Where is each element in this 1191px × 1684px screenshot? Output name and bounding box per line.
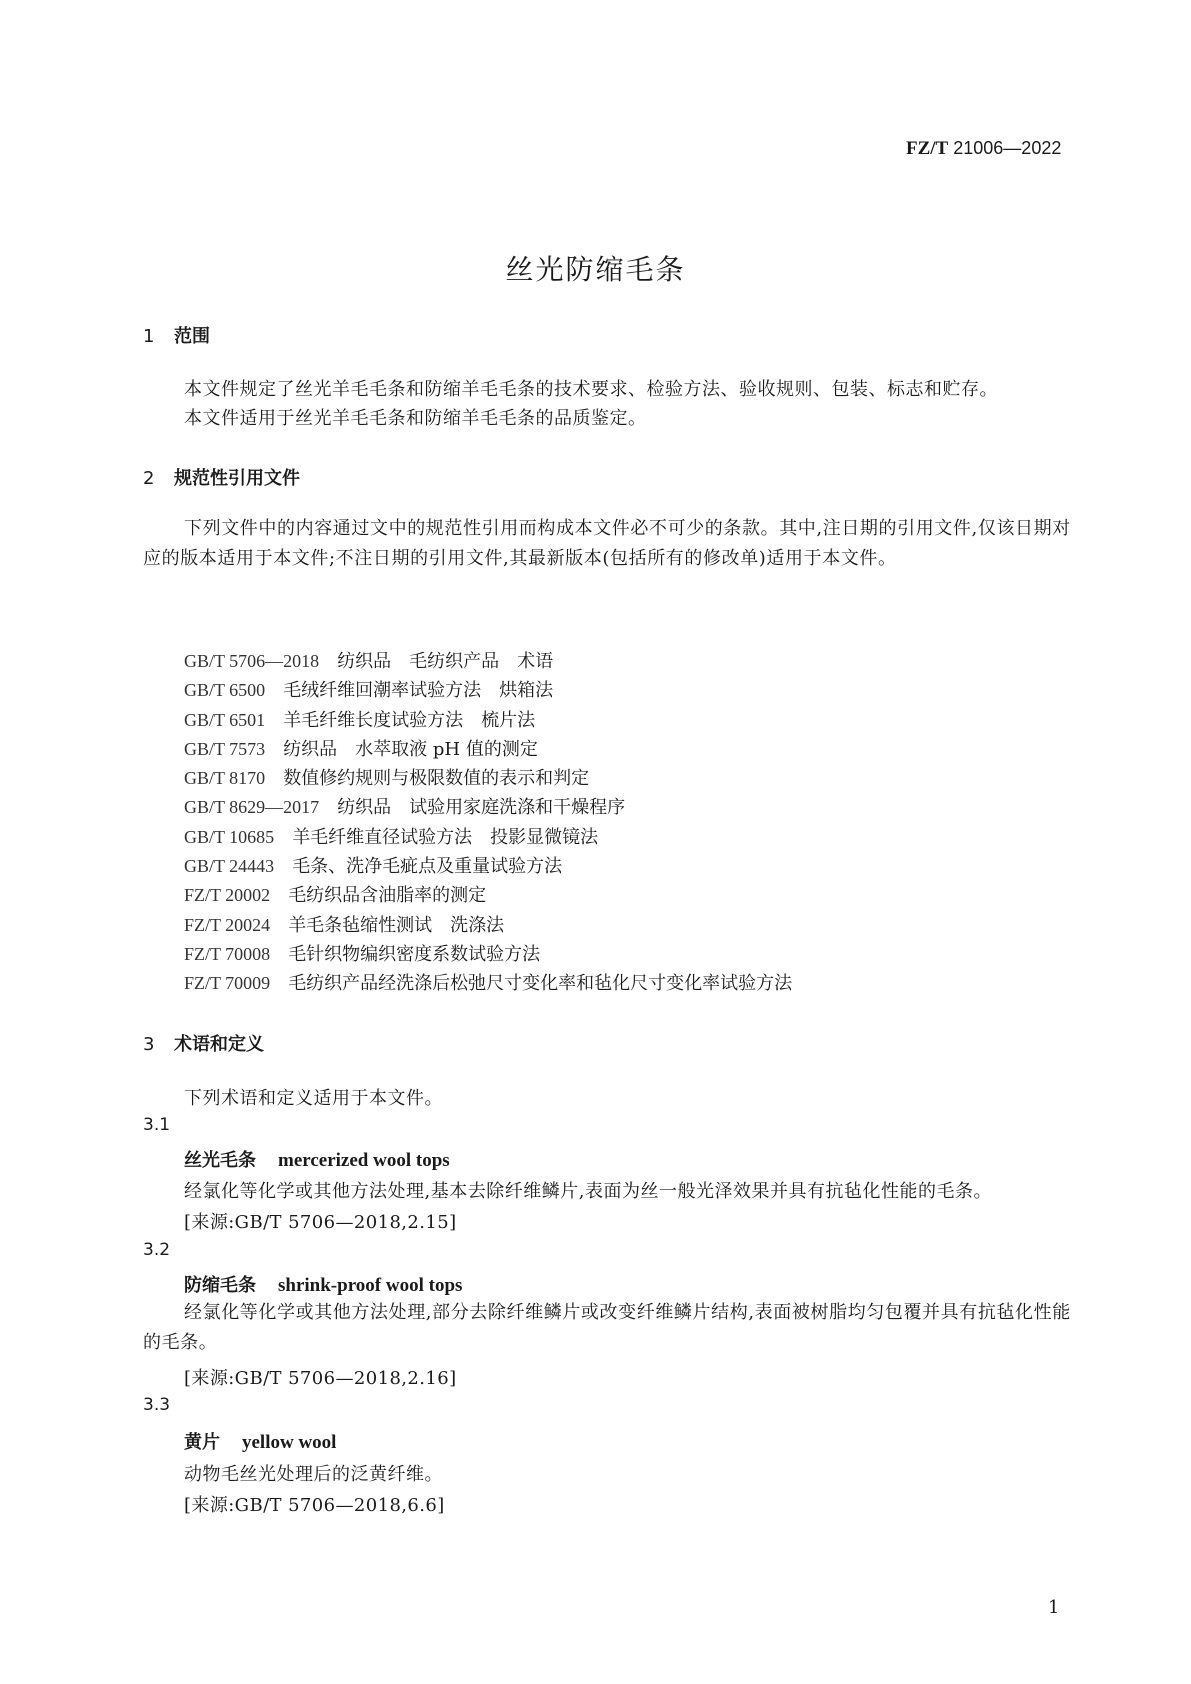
term-number: 3.3 bbox=[143, 1395, 171, 1415]
reference-item bbox=[184, 676, 792, 705]
reference-title: 数值修约规则与极限数值的表示和判定 bbox=[283, 768, 590, 790]
reference-item bbox=[184, 969, 792, 998]
section-1-paragraph-2: 本文件适用于丝光羊毛毛条和防缩羊毛毛条的品质鉴定。 bbox=[184, 408, 647, 429]
reference-code: FZ/T 20024 bbox=[184, 914, 271, 935]
reference-title: 毛纺织产品经洗涤后松弛尺寸变化率和毡化尺寸变化率试验方法 bbox=[288, 973, 793, 995]
reference-item bbox=[184, 793, 792, 822]
section-3-intro: 下列术语和定义适用于本文件。 bbox=[184, 1088, 443, 1109]
reference-item bbox=[184, 881, 792, 910]
term-number: 3.2 bbox=[143, 1240, 171, 1260]
reference-item bbox=[184, 852, 792, 881]
reference-item bbox=[184, 940, 792, 969]
term-heading bbox=[184, 1146, 450, 1172]
section-number: 3 bbox=[143, 1034, 155, 1055]
reference-item bbox=[184, 764, 792, 793]
term-definition: 经氯化等化学或其他方法处理,部分去除纤维鳞片或改变纤维鳞片结构,表面被树脂均匀包覆并具有抗毡化性能的毛条。 bbox=[143, 1302, 1071, 1353]
reference-item bbox=[184, 647, 792, 676]
section-1-heading bbox=[143, 322, 210, 348]
reference-title: 毛纺织品含油脂率的测定 bbox=[288, 885, 487, 907]
term-zh: 丝光毛条 bbox=[184, 1150, 256, 1171]
section-number: 2 bbox=[143, 468, 155, 489]
reference-title: 羊毛纤维长度试验方法 梳片法 bbox=[283, 709, 536, 731]
term-source: [来源:GB/T 5706—2018,6.6] bbox=[184, 1495, 445, 1516]
reference-code: GB/T 10685 bbox=[184, 826, 275, 847]
term-source: [来源:GB/T 5706—2018,2.15] bbox=[184, 1212, 457, 1233]
section-number: 1 bbox=[143, 326, 155, 347]
term-heading bbox=[184, 1428, 336, 1454]
reference-item bbox=[184, 823, 792, 852]
reference-code: FZ/T 70008 bbox=[184, 943, 271, 964]
term-heading bbox=[184, 1271, 462, 1297]
term-number: 3.1 bbox=[143, 1115, 171, 1135]
reference-item bbox=[184, 911, 792, 940]
reference-code: FZ/T 70009 bbox=[184, 973, 271, 994]
section-2-intro: 下列文件中的内容通过文中的规范性引用而构成本文件必不可少的条款。其中,注日期的引用文件,仅该日期对应的版本适用于本文件;不注日期的引用文件,其最新版本(包括所有的修改单)适用于本文件。 bbox=[143, 518, 1071, 569]
term-source: [来源:GB/T 5706—2018,2.16] bbox=[184, 1368, 457, 1389]
standard-code bbox=[906, 138, 1061, 160]
reference-title: 羊毛纤维直径试验方法 投影显微镜法 bbox=[292, 826, 599, 848]
section-title: 术语和定义 bbox=[174, 1034, 264, 1055]
reference-code: GB/T 7573 bbox=[184, 738, 266, 759]
reference-item bbox=[184, 735, 792, 764]
standard-code-prefix: FZ/T bbox=[906, 138, 949, 159]
term-definition: 经氯化等化学或其他方法处理,基本去除纤维鳞片,表面为丝一般光泽效果并具有抗毡化性能的毛条。 bbox=[184, 1181, 992, 1202]
normative-references-list bbox=[184, 647, 792, 999]
reference-code: GB/T 8170 bbox=[184, 768, 266, 789]
document-title: 丝光防缩毛条 bbox=[505, 253, 686, 286]
reference-title: 毛绒纤维回潮率试验方法 烘箱法 bbox=[283, 680, 554, 702]
term-en: yellow wool bbox=[242, 1432, 337, 1453]
section-2-heading bbox=[143, 464, 300, 490]
section-3-heading bbox=[143, 1030, 264, 1056]
term-zh: 黄片 bbox=[184, 1432, 220, 1453]
section-1-paragraph-1: 本文件规定了丝光羊毛毛条和防缩羊毛毛条的技术要求、检验方法、验收规则、包装、标志和贮存。 bbox=[184, 379, 998, 400]
section-title: 规范性引用文件 bbox=[174, 468, 300, 489]
term-definition: 动物毛丝光处理后的泛黄纤维。 bbox=[184, 1464, 443, 1485]
reference-code: GB/T 6500 bbox=[184, 680, 266, 701]
reference-code: GB/T 8629—2017 bbox=[184, 797, 320, 818]
standard-code-number: 21006—2022 bbox=[953, 138, 1062, 158]
term-zh: 防缩毛条 bbox=[184, 1275, 256, 1296]
reference-title: 羊毛条毡缩性测试 洗涤法 bbox=[288, 914, 505, 936]
reference-code: GB/T 5706—2018 bbox=[184, 651, 320, 671]
reference-code: FZ/T 20002 bbox=[184, 885, 271, 906]
reference-title: 纺织品 水萃取液 pH 值的测定 bbox=[283, 738, 538, 760]
term-en: mercerized wool tops bbox=[278, 1150, 450, 1171]
reference-title: 纺织品 试验用家庭洗涤和干燥程序 bbox=[337, 797, 626, 819]
reference-item bbox=[184, 706, 792, 735]
reference-title: 纺织品 毛纺织产品 术语 bbox=[337, 651, 554, 672]
section-title: 范围 bbox=[174, 326, 210, 347]
page-number: 1 bbox=[1048, 1597, 1060, 1618]
term-en: shrink-proof wool tops bbox=[278, 1275, 463, 1296]
reference-title: 毛条、洗净毛疵点及重量试验方法 bbox=[292, 856, 563, 878]
reference-code: GB/T 6501 bbox=[184, 709, 266, 730]
reference-code: GB/T 24443 bbox=[184, 856, 275, 877]
reference-title: 毛针织物编织密度系数试验方法 bbox=[288, 943, 541, 965]
